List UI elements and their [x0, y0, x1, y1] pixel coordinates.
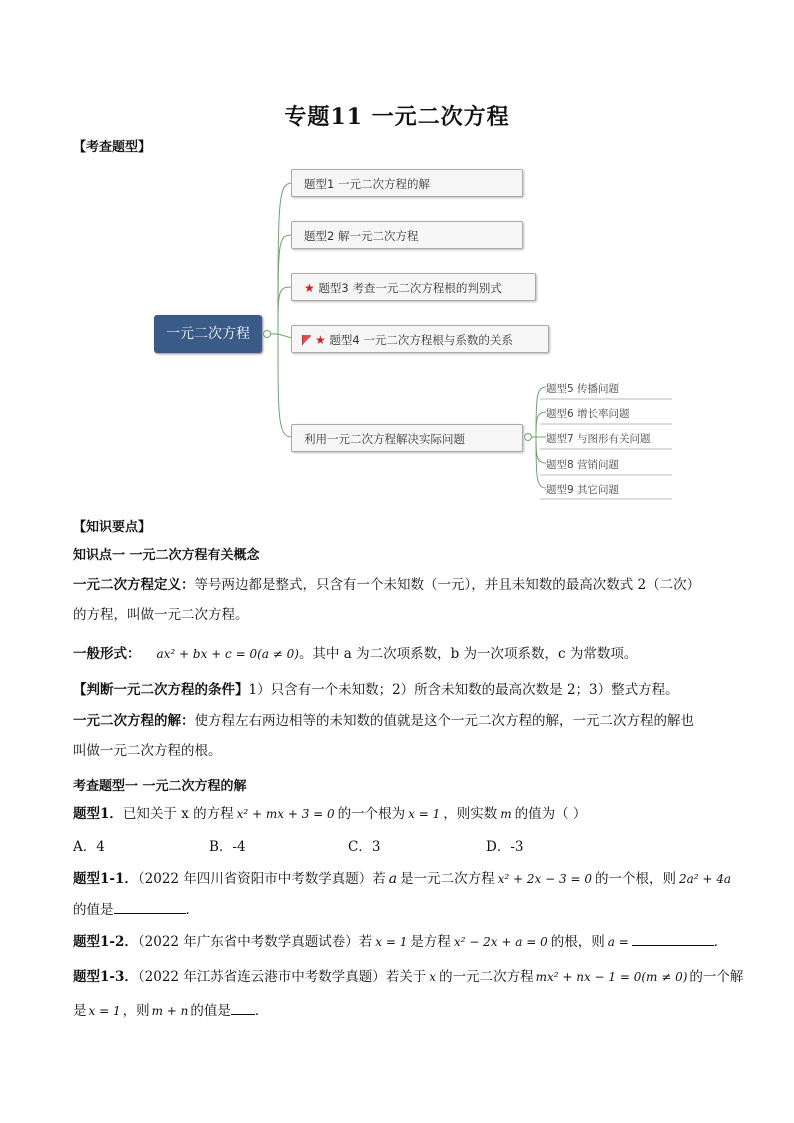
mindmap-branch-1	[291, 169, 523, 197]
question-1-1	[73, 868, 734, 890]
question-text: （2022 年四川省资阳市中考数学真题）若	[137, 871, 386, 887]
star-icon: ★	[315, 333, 326, 347]
question-text: 的一个根为	[337, 806, 406, 822]
question-text: 的一个解	[689, 969, 744, 985]
solution-line-2: 叫做一元二次方程的根。	[73, 743, 222, 759]
star-icon: ★	[304, 281, 315, 295]
definition-line-1	[73, 574, 700, 596]
question-text: 的值为（ ）	[514, 806, 587, 822]
answer-blank[interactable]	[114, 901, 186, 914]
mindmap-branch-label: 题型1 一元二次方程的解	[304, 177, 430, 191]
type1-title: 考查题型一 一元二次方程的解	[73, 779, 247, 794]
mindmap-branch-5	[291, 424, 523, 452]
solution-lead: 一元二次方程的解：	[73, 713, 195, 729]
question-text: ．	[713, 934, 728, 950]
mindmap-leaf-8: 题型8 营销问题	[546, 459, 620, 471]
definition-line-2: 的方程，叫做一元二次方程。	[73, 607, 249, 623]
equation: mx² + nx − 1 = 0(m ≠ 0)	[535, 970, 688, 984]
question-text: ．	[185, 902, 199, 918]
mindmap-branch-label: 题型3 考查一元二次方程根的判别式	[318, 281, 502, 295]
question-text: 已知关于 x 的方程	[122, 806, 234, 822]
mindmap-root: 一元二次方程	[154, 315, 262, 353]
mindmap-leaf-7: 题型7 与图形有关问题	[546, 433, 651, 445]
question-text: ，则实数	[443, 806, 498, 822]
question-1-3	[73, 966, 743, 988]
question-text: 的值是	[73, 902, 114, 918]
page-title: 专题11 一元二次方程	[284, 104, 510, 130]
definition-lead: 一元二次方程定义：	[73, 577, 195, 593]
expression: 2a² + 4a	[678, 872, 732, 886]
question-1-1-line-2	[73, 899, 199, 921]
question-text: 是方程	[410, 934, 451, 950]
equation: x² + 2x − 3 = 0	[497, 872, 592, 886]
variable: x	[429, 970, 437, 984]
general-form-lead: 一般形式：	[73, 646, 141, 662]
general-form-text: 。其中 a 为二次项系数，b 为一次项系数，c 为常数项。	[298, 646, 638, 662]
condition-text: 1）只含有一个未知数；2）所含未知数的最高次数是 2；3）整式方程。	[248, 682, 679, 698]
root-value: x = 1	[375, 935, 408, 949]
question-text: 是一元二次方程	[400, 871, 495, 887]
question-text: ，则	[122, 1003, 150, 1019]
question-lead: 题型1．	[73, 806, 123, 822]
mindmap-branch-4	[291, 325, 549, 353]
answer-blank[interactable]	[231, 1002, 255, 1015]
question-lead: 题型1-1．	[73, 871, 138, 887]
question-text: 的一元二次方程	[439, 969, 534, 985]
root-value: x = 1	[408, 807, 441, 821]
question-lead: 题型1-3．	[73, 969, 138, 985]
mindmap-branch-3	[291, 273, 536, 301]
option-c: C．3	[348, 839, 381, 855]
expression: m + n	[151, 1004, 189, 1018]
knowledge-label: 【知识要点】	[73, 520, 152, 535]
option-a: A．4	[73, 839, 105, 855]
condition-line	[73, 679, 679, 701]
variable: a =	[607, 935, 629, 949]
mindmap-leaf-9: 题型9 其它问题	[546, 484, 620, 496]
kp1-title: 知识点一 一元二次方程有关概念	[73, 548, 260, 563]
question-text: （2022 年广东省中考数学真题试卷）若	[137, 934, 373, 950]
mindmap-branch-label: 题型4 一元二次方程根与系数的关系	[329, 333, 513, 347]
question-text: （2022 年江苏省连云港市中考数学真题）若关于	[137, 969, 427, 985]
mindmap-branch-2	[291, 221, 523, 249]
general-form	[73, 643, 637, 665]
mindmap-leaf-6: 题型6 增长率问题	[546, 408, 630, 420]
section-types-label: 【考查题型】	[73, 140, 152, 155]
definition-text: 等号两边都是整式，只含有一个未知数（一元），并且未知数的最高次数式 2（二次）	[194, 577, 701, 593]
question-1	[73, 803, 586, 825]
mindmap-leaf-5: 题型5 传播问题	[546, 383, 620, 395]
mindmap-branch-label: 利用一元二次方程解决实际问题	[304, 432, 465, 446]
equation: x² + mx + 3 = 0	[236, 807, 335, 821]
flag-icon	[302, 335, 311, 345]
answer-blank[interactable]	[632, 933, 714, 946]
variable: m	[500, 807, 512, 821]
solution-text: 使方程左右两边相等的未知数的值就是这个一元二次方程的解，一元二次方程的解也	[194, 713, 694, 729]
question-text: 是	[73, 1003, 87, 1019]
solution-line-1	[73, 710, 694, 732]
question-1-2	[73, 931, 727, 953]
option-d: D．-3	[486, 839, 524, 855]
question-lead: 题型1-2．	[73, 934, 138, 950]
condition-lead: 【判断一元二次方程的条件】	[73, 682, 249, 698]
root-value: x = 1	[88, 1004, 121, 1018]
question-1-3-line-2	[73, 1000, 268, 1022]
question-text: 的一个根，则	[594, 871, 676, 887]
question-text: 的值是	[190, 1003, 231, 1019]
mindmap-branch-label: 题型2 解一元二次方程	[304, 229, 419, 243]
variable: a	[388, 871, 398, 887]
question-text: ．	[254, 1003, 269, 1019]
question-text: 的根，则	[550, 934, 605, 950]
equation: x² − 2x + a = 0	[453, 935, 548, 949]
general-form-formula: ax² + bx + c = 0(a ≠ 0)	[156, 647, 299, 661]
option-b: B．-4	[209, 839, 246, 855]
